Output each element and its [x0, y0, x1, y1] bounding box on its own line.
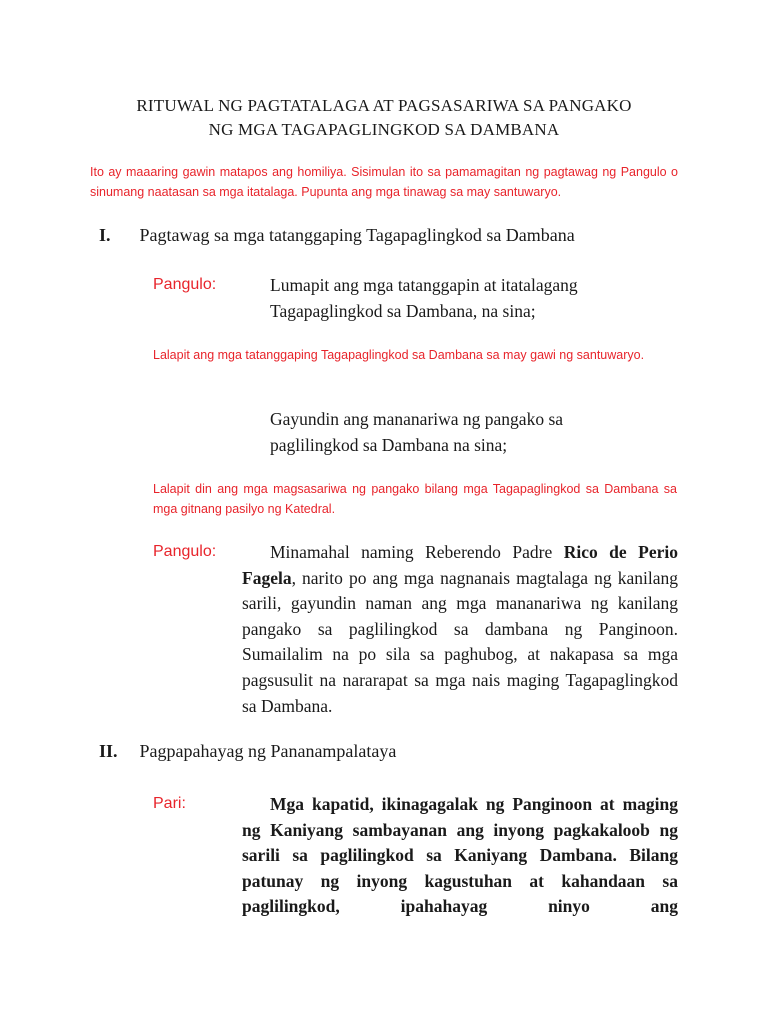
presentation-text-start: Minamahal naming Reberendo Padre: [270, 542, 564, 562]
section-title-1: Pagtawag sa mga tatanggaping Tagapaglingkod sa Dambana: [139, 225, 575, 245]
profession-text: Mga kapatid, ikinagagalak ng Panginoon at maging ng Kaniyang sambayanan ang inyong pagkakaloob ng sarili sa paglilingkod sa Kaniyang Dambana. Bilang patunay ng inyong kagustuhan at kahandaan sa paglilingkod, ipahahayag ninyo ang: [242, 794, 678, 917]
section-number-1: I.: [99, 225, 111, 245]
intro-rubric: Ito ay maaaring gawin matapos ang homiliya. Sisimulan ito sa pamamagitan ng pagtawag ng Pangulo o sinumang naatasan sa mga itatalaga. Pupunta ang mga tinawag sa may santuwaryo.: [90, 165, 678, 199]
paragraph-presentation: [242, 540, 678, 719]
section-heading-2: [99, 741, 396, 762]
speaker-label-pangulo-2: Pangulo:: [153, 543, 217, 560]
rubric-note-2: Lalapit din ang mga magsasariwa ng pangako bilang mga Tagapaglingkod sa Dambana sa mga gitnang pasilyo ng Katedral.: [153, 482, 677, 516]
document-title-line-2: NG MGA TAGAPAGLINGKOD SA DAMBANA: [208, 120, 560, 139]
rubric-note-1: Lalapit ang mga tatanggaping Tagapaglingkod sa Dambana sa may gawi ng santuwaryo.: [153, 348, 645, 362]
speaker-label-pari: Pari:: [153, 795, 186, 812]
paragraph-profession-of-faith: [242, 792, 678, 920]
speaker-label-pangulo-1: Pangulo:: [153, 276, 217, 293]
priest-name: Rico de Perio Fagela: [242, 542, 678, 588]
document-title-line-1: RITUWAL NG PAGTATALAGA AT PAGSASARIWA SA PANGAKO: [136, 96, 632, 115]
paragraph-renewal-call: Gayundin ang mananariwa ng pangako sa paglilingkod sa Dambana na sina;: [270, 409, 564, 455]
section-heading-1: [99, 225, 575, 246]
presentation-text-rest: , narito po ang mga nagnanais magtalaga ng kanilang sarili, gayundin naman ang mga mananariwa ng kanilang pangako sa paglilingkod sa dambana ng Panginoon. Sumailalim na po sila sa paghubog, at nakapasa sa mga pagsusulit na nararapat sa mga nais maging Tagapaglingkod sa Dambana.: [242, 567, 678, 716]
paragraph-call-candidates: Lumapit ang mga tatanggapin at itatalagang Tagapaglingkod sa Dambana, na sina;: [270, 275, 578, 321]
section-number-2: II.: [99, 741, 118, 761]
section-title-2: Pagpapahayag ng Pananampalataya: [139, 741, 397, 761]
